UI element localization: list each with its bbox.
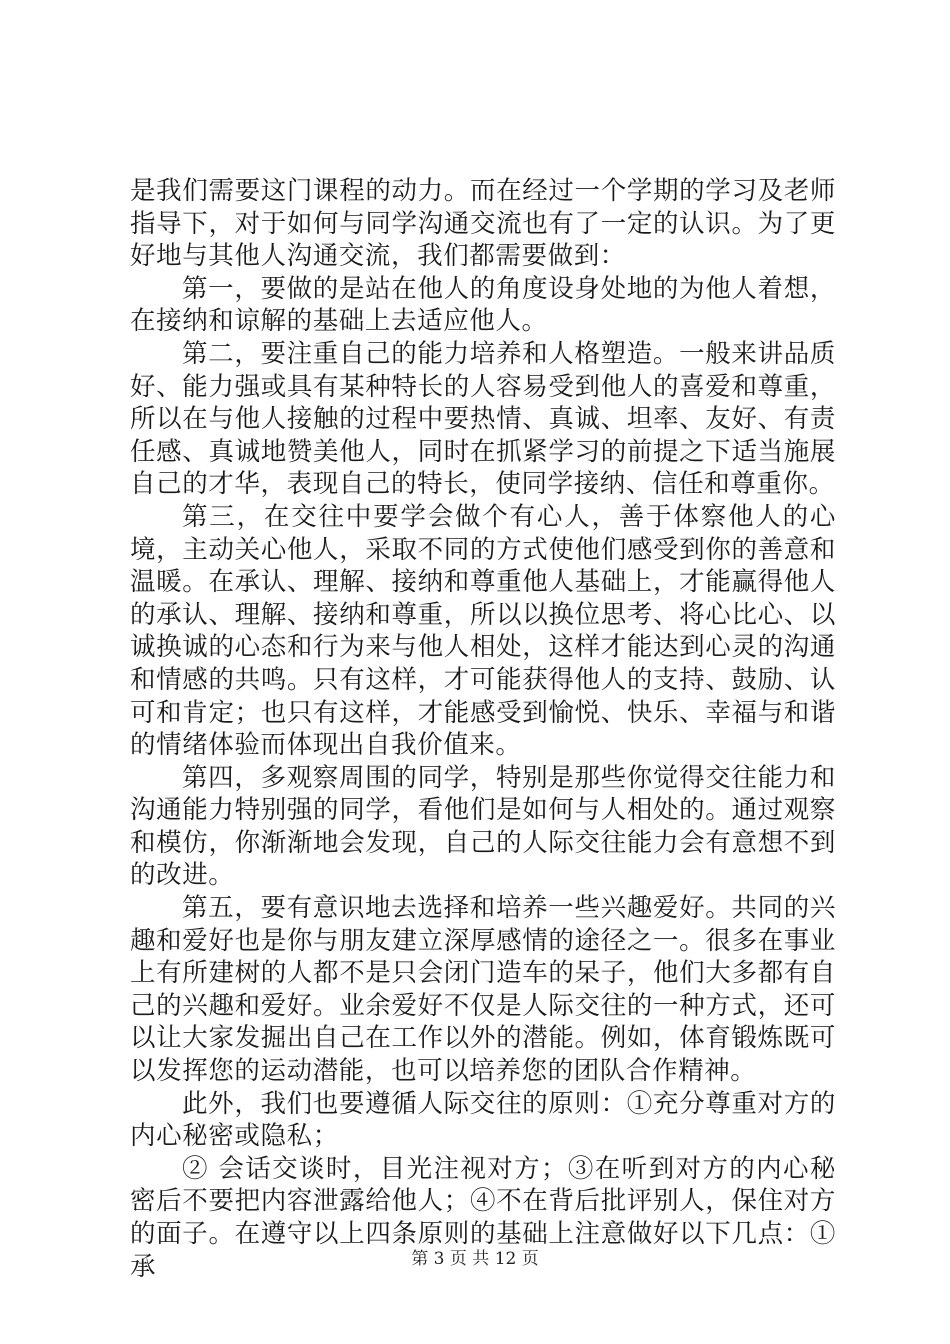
paragraph-intro: 是我们需要这门课程的动力。而在经过一个学期的学习及老师指导下，对于如何与同学沟通交流也有了一定的认识。为了更好地与其他人沟通交流，我们都需要做到： [130, 176, 836, 272]
page-number-footer: 第 3 页 共 12 页 [411, 1249, 539, 1269]
paragraph-principles: 此外，我们也要遵循人际交往的原则：①充分尊重对方的内心秘密或隐私； [130, 1088, 836, 1152]
paragraph-principles-cont: ② 会话交谈时，目光注视对方；③在听到对方的内心秘密后不要把内容泄露给他人；④不在背后批评别人，保住对方的面子。在遵守以上四条原则的基础上注意做好以下几点：①承 [130, 1153, 836, 1282]
paragraph-third: 第三，在交往中要学会做个有心人，善于体察他人的心境，主动关心他人，采取不同的方式使他们感受到你的善意和温暖。在承认、理解、接纳和尊重他人基础上，才能赢得他人的承认、理解、接纳和尊重，所以以换位思考、将心比心、以诚换诚的心态和行为来与他人相处，这样才能达到心灵的沟通和情感的共鸣。只有这样，才可能获得他人的支持、鼓励、认可和肯定；也只有这样，才能感受到愉悦、快乐、幸福与和谐的情绪体验而体现出自我价值来。 [130, 501, 836, 761]
paragraph-fourth: 第四，多观察周围的同学，特别是那些你觉得交往能力和沟通能力特别强的同学，看他们是如何与人相处的。通过观察和模仿，你渐渐地会发现，自己的人际交往能力会有意想不到的改进。 [130, 762, 836, 891]
paragraph-second: 第二，要注重自己的能力培养和人格塑造。一般来讲品质好、能力强或具有某种特长的人容易受到他人的喜爱和尊重，所以在与他人接触的过程中要热情、真诚、坦率、友好、有责任感、真诚地赞美他人，同时在抓紧学习的前提之下适当施展自己的才华，表现自己的特长，使同学接纳、信任和尊重你。 [130, 338, 836, 500]
paragraph-fifth: 第五，要有意识地去选择和培养一些兴趣爱好。共同的兴趣和爱好也是你与朋友建立深厚感情的途径之一。很多在事业上有所建树的人都不是只会闭门造车的呆子，他们大多都有自己的兴趣和爱好。业余爱好不仅是人际交往的一种方式，还可以让大家发掘出自己在工作以外的潜能。例如，体育锻炼既可以发挥您的运动潜能，也可以培养您的团队合作精神。 [130, 893, 836, 1087]
document-body [130, 175, 836, 1283]
paragraph-first: 第一，要做的是站在他人的角度设身处地的为他人着想，在接纳和谅解的基础上去适应他人。 [130, 273, 836, 337]
